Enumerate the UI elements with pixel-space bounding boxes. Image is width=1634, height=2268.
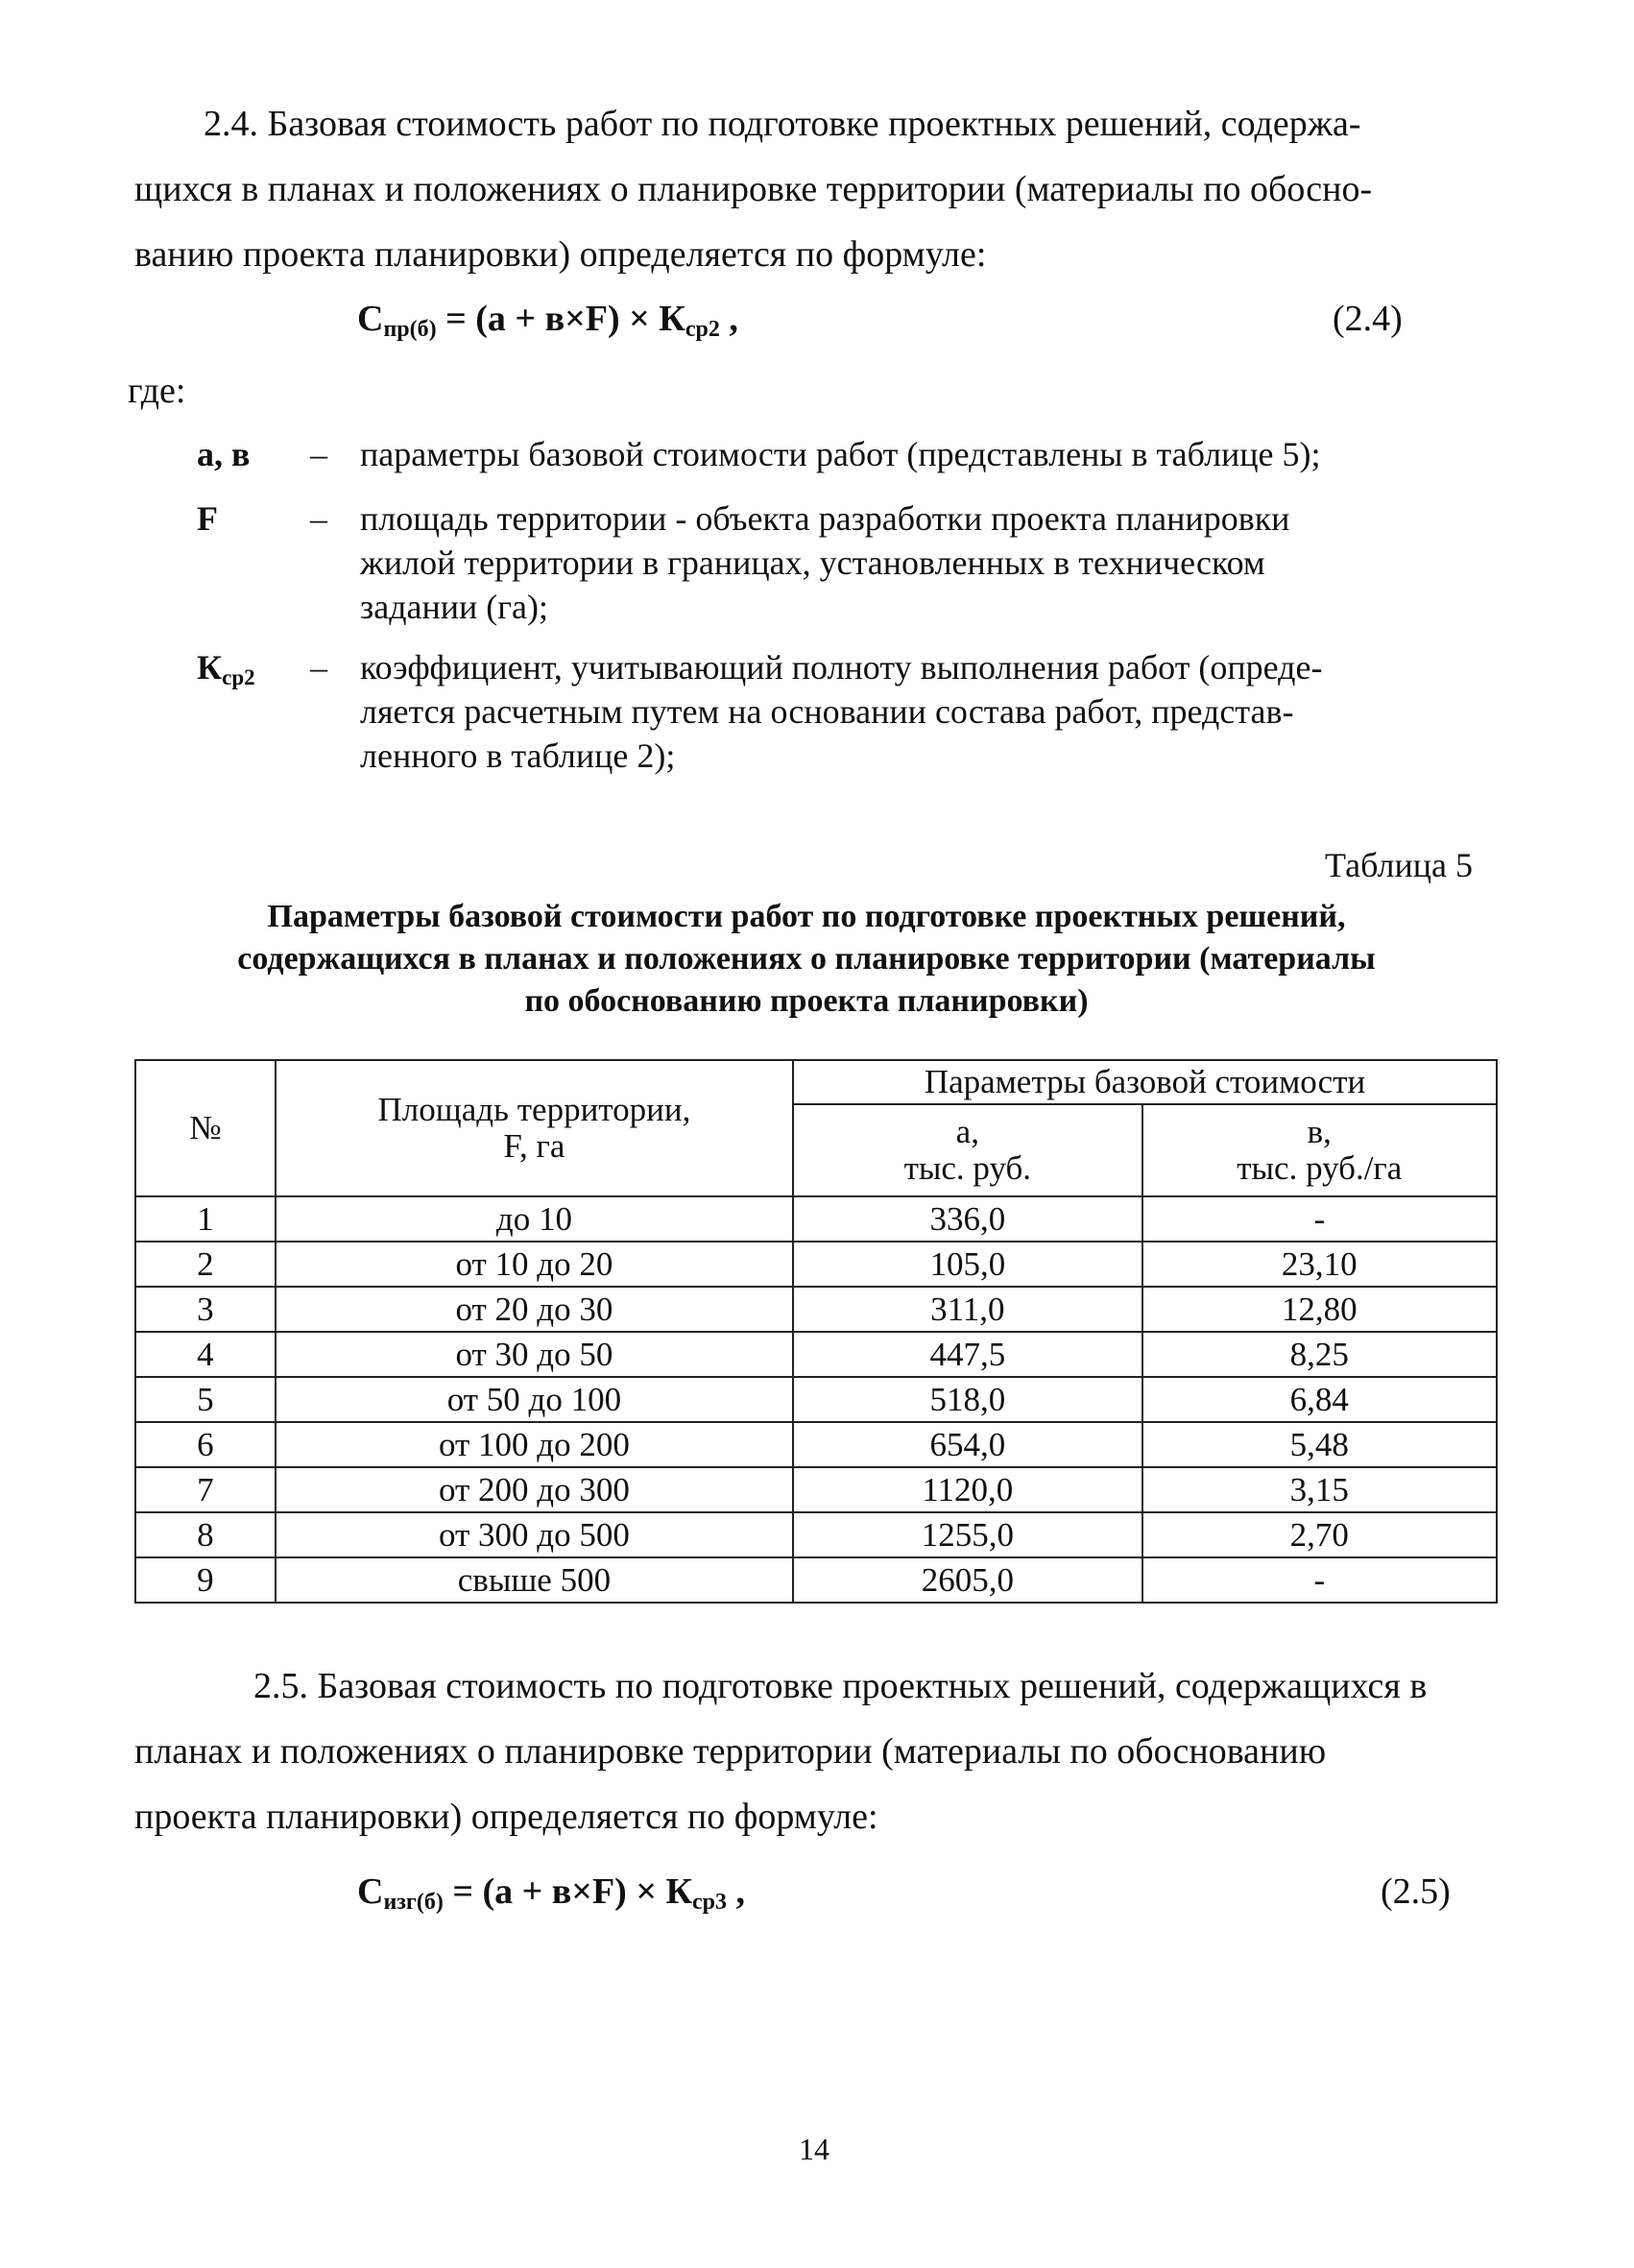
definition-line: ляется расчетным путем на основании состава работ, представ- — [360, 692, 1294, 731]
table-row — [135, 1512, 1497, 1557]
table-row — [135, 1196, 1497, 1242]
definition-line: параметры базовой стоимости работ (представлены в таблице 5); — [360, 435, 1321, 473]
cell-b: - — [1142, 1557, 1497, 1603]
cell-no: 2 — [135, 1242, 276, 1287]
cell-no: 6 — [135, 1422, 276, 1467]
cell-a: 336,0 — [793, 1196, 1141, 1242]
formula-2-5 — [357, 1870, 745, 1916]
formula-rhs-subscript: ср3 — [692, 1890, 728, 1915]
cell-a: 311,0 — [793, 1287, 1141, 1332]
where-label: где: — [128, 371, 186, 411]
definition-line: площадь территории - объекта разработки проекта планировки — [360, 499, 1290, 538]
paragraph-line: 2.4. Базовая стоимость работ по подготовке проектных решений, содержа- — [204, 104, 1361, 144]
paragraph-line: ванию проекта планировки) определяется по формуле: — [134, 234, 987, 275]
formula-rhs: = (а + в×F) × К — [436, 299, 685, 339]
cell-b: - — [1142, 1196, 1497, 1242]
header-b-line: в, — [1307, 1113, 1332, 1150]
table-title — [134, 896, 1478, 1023]
cell-b: 8,25 — [1142, 1332, 1497, 1377]
header-b — [1142, 1104, 1497, 1196]
symbol-text: F — [197, 499, 218, 538]
header-area-line: Площадь территории, — [377, 1091, 691, 1128]
table-row — [135, 1422, 1497, 1467]
cell-area: от 300 до 500 — [276, 1512, 793, 1557]
cell-a: 2605,0 — [793, 1557, 1141, 1603]
definition-text — [360, 432, 1485, 476]
cell-area: от 30 до 50 — [276, 1332, 793, 1377]
definition-dash: – — [310, 435, 327, 473]
cell-a: 1255,0 — [793, 1512, 1141, 1557]
cell-a: 105,0 — [793, 1242, 1141, 1287]
formula-tail: , — [727, 1871, 746, 1912]
formula-lhs-subscript: пр(б) — [383, 317, 437, 342]
header-b-line: тыс. руб./га — [1237, 1149, 1403, 1187]
paragraph-line: проекта планировки) определяется по формуле: — [134, 1797, 878, 1837]
table-row — [135, 1377, 1497, 1422]
table-title-line: содержащихся в планах и положениях о планировке территории (материалы — [237, 941, 1376, 977]
cell-b: 23,10 — [1142, 1242, 1497, 1287]
header-a — [793, 1104, 1141, 1196]
definition-symbol — [197, 432, 250, 476]
symbol-subscript: ср2 — [222, 665, 255, 689]
definition-dash: – — [310, 648, 327, 687]
header-params: Параметры базовой стоимости — [793, 1060, 1497, 1104]
paragraph-line: 2.5. Базовая стоимость по подготовке проектных решений, содержащихся в — [253, 1666, 1428, 1706]
formula-number: (2.4) — [1333, 299, 1403, 339]
cell-b: 3,15 — [1142, 1467, 1497, 1512]
cell-no: 4 — [135, 1332, 276, 1377]
cell-no: 3 — [135, 1287, 276, 1332]
cell-area: от 200 до 300 — [276, 1467, 793, 1512]
cell-a: 654,0 — [793, 1422, 1141, 1467]
header-area-line: F, га — [503, 1127, 565, 1165]
header-a-line: а, — [955, 1113, 979, 1150]
definition-line: задании (га); — [360, 588, 549, 626]
cell-b: 12,80 — [1142, 1287, 1497, 1332]
cell-no: 1 — [135, 1196, 276, 1242]
formula-lhs: С — [357, 299, 384, 339]
definition-line: жилой территории в границах, установленных в техническом — [360, 543, 1265, 582]
page-number: 14 — [799, 2132, 829, 2166]
cell-a: 447,5 — [793, 1332, 1141, 1377]
definition-line: коэффициент, учитывающий полноту выполнения работ (опреде- — [360, 648, 1323, 687]
header-a-line: тыс. руб. — [903, 1149, 1032, 1187]
symbol-text: К — [197, 648, 223, 687]
cell-area: до 10 — [276, 1196, 793, 1242]
table-row — [135, 1557, 1497, 1603]
cell-b: 2,70 — [1142, 1512, 1497, 1557]
definition-text — [360, 645, 1485, 778]
header-area — [276, 1060, 793, 1196]
cell-no: 9 — [135, 1557, 276, 1603]
symbol-text: а, в — [197, 435, 251, 473]
formula-rhs: = (а + в×F) × К — [443, 1871, 693, 1912]
table-title-line: по обоснованию проекта планировки) — [524, 983, 1089, 1019]
table-row — [135, 1242, 1497, 1287]
cell-a: 1120,0 — [793, 1467, 1141, 1512]
section-2-5-text — [134, 1653, 1478, 1849]
formula-rhs-subscript: ср2 — [685, 317, 720, 342]
cell-area: от 50 до 100 — [276, 1377, 793, 1422]
table-row — [135, 1467, 1497, 1512]
cell-b: 6,84 — [1142, 1377, 1497, 1422]
table-row — [135, 1332, 1497, 1377]
table-title-line: Параметры базовой стоимости работ по подготовке проектных решений, — [267, 899, 1346, 934]
cell-area: от 10 до 20 — [276, 1242, 793, 1287]
definition-symbol — [197, 496, 218, 541]
definition-text — [360, 496, 1485, 629]
cell-no: 8 — [135, 1512, 276, 1557]
section-2-4-text — [134, 91, 1478, 287]
definition-symbol — [197, 645, 255, 700]
cell-b: 5,48 — [1142, 1422, 1497, 1467]
formula-lhs: С — [357, 1871, 384, 1912]
cell-area: от 100 до 200 — [276, 1422, 793, 1467]
definition-dash: – — [310, 499, 327, 538]
cell-no: 7 — [135, 1467, 276, 1512]
formula-lhs-subscript: изг(б) — [383, 1890, 444, 1915]
paragraph-line: щихся в планах и положениях о планировке территории (материалы по обосно- — [134, 169, 1373, 209]
table-label: Таблица 5 — [1325, 846, 1473, 884]
cell-area: свыше 500 — [276, 1557, 793, 1603]
header-no: № — [135, 1060, 276, 1196]
formula-number: (2.5) — [1381, 1871, 1451, 1912]
definition-line: ленного в таблице 2); — [360, 736, 676, 775]
table-row — [135, 1287, 1497, 1332]
formula-tail: , — [719, 299, 738, 339]
paragraph-line: планах и положениях о планировке территории (материалы по обоснованию — [134, 1731, 1327, 1772]
cell-a: 518,0 — [793, 1377, 1141, 1422]
formula-2-4 — [357, 298, 738, 343]
parameters-table — [134, 1059, 1498, 1604]
cell-no: 5 — [135, 1377, 276, 1422]
cell-area: от 20 до 30 — [276, 1287, 793, 1332]
